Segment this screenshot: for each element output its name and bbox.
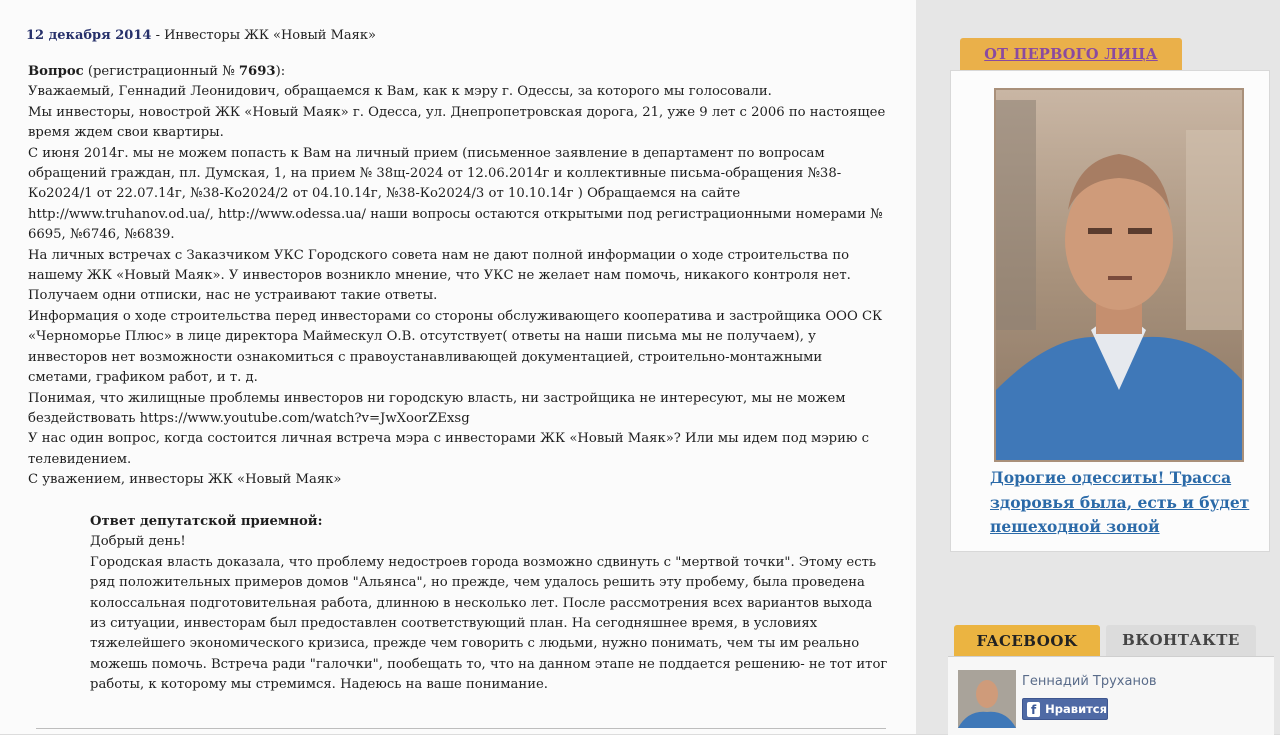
avatar[interactable] (958, 670, 1016, 728)
question-paragraph: С уважением, инвесторы ЖК «Новый Маяк» (28, 472, 342, 488)
question-paragraph: На личных встречах с Заказчиком УКС Городского совета нам не дают полной информации о ходе строительства по нашему ЖК «Новый Маяк». У инвесторов возникло мнение, что УКС не желает нам помочь, никакого контроля нет. Получаем одни отписки, нас не устраивают такие ответы. (28, 247, 851, 304)
answer-heading: Ответ депутатской приемной: (90, 514, 323, 529)
question-reg-suffix: ): (275, 64, 286, 79)
question-paragraph: Понимая, что жилищные проблемы инвесторов ни городскую власть, ни застройщика не интересуют, мы не можем бездействовать https://www.youtube.com/watch?v=JwXoorZExsg (28, 390, 846, 426)
fb-page-name[interactable]: Геннадий Труханов (1022, 674, 1157, 689)
article-header (26, 28, 376, 43)
article-date: 12 декабря 2014 (26, 28, 152, 43)
like-label: Нравится (1045, 702, 1107, 716)
question-paragraph: У нас один вопрос, когда состоится личная встреча мэра с инвесторами ЖК «Новый Маяк»? Или мы идем под мэрию с телевидением. (28, 431, 869, 467)
like-button[interactable] (1022, 698, 1108, 720)
facebook-icon: f (1027, 702, 1040, 717)
question-paragraph: Информация о ходе строительства перед инвесторами со стороны обслуживающего кооператива и застройщика ООО СК «Черноморье Плюс» в лице директора Маймескул О.В. отсутствует( ответы на наши письма мы не получаем), у инвесторов нет возможности ознакомиться с правоустанавливающей документацией, строительно-монтажными сметами, графиком работ, и т. д. (28, 308, 883, 386)
question-reg-prefix: (регистрационный № (83, 64, 239, 79)
tab-facebook[interactable]: FACEBOOK (954, 625, 1100, 657)
question-paragraph: С июня 2014г. мы не можем попасть к Вам на личный прием (письменное заявление в департамент по вопросам обращений граждан, пл. Думская, 1, на прием № 38щ-2024 от 12.06.2014г и коллективные письма-обращения №38-Ко2024/1 от 22.07.14г, №38-Ко2024/2 от 04.10.14г, №38-Ко2024/3 от 10.10.14г ) Обращаемся на сайте http://www.truhanov.od.ua/, http://www.odessa.ua/ наши вопросы остаются открытыми под регистрационными номерами № 6695, №6746, №6839. (28, 145, 883, 243)
question-reg-number: 7693 (238, 64, 276, 79)
tab-first-person[interactable] (960, 38, 1182, 70)
portrait-photo-icon (996, 90, 1242, 460)
answer-paragraph: Добрый день! (90, 534, 186, 550)
answer-paragraph: Городская власть доказала, что проблему недостроев города возможно сдвинуть с "мертвой точки". Этому есть ряд положительных примеров домов "Альянса", но прежде, чем удалось решить эту пробему, была проведена колоссальная подготовительная работа, длинною в несколько лет. После рассмотрения всех вариантов выхода из ситуации, инвесторам был предоставлен соответствующий план. На сегодняшнее время, в условиях тяжелейшего экономического кризиса, прежде чем говорить с людьми, нужно понимать, чем ты им реально можешь помочь. Встреча ради "галочки", пообещать то, что на данном этапе не поддается решению- не тот итог работы, к которому мы стремимся. Надеюсь на ваше понимание. (90, 554, 888, 693)
portrait-photo[interactable] (994, 88, 1244, 462)
content-divider (36, 728, 886, 729)
question-paragraph: Мы инвесторы, новострой ЖК «Новый Маяк» г. Одесса, ул. Днепропетровская дорога, 21, уже 9 лет с 2006 по настоящее время ждем свои квартиры. (28, 104, 886, 141)
question-heading (28, 62, 888, 82)
photo-caption-link[interactable]: Дорогие одесситы! Трасса здоровья была, есть и будет пешеходной зоной (990, 468, 1250, 537)
answer-block (90, 512, 890, 696)
question-label: Вопрос (28, 64, 84, 79)
tab-first-person-label: ОТ ПЕРВОГО ЛИЦА (984, 46, 1158, 63)
question-block (28, 62, 888, 491)
tab-vkontakte[interactable]: ВКОНТАКТЕ (1106, 625, 1256, 657)
question-paragraph: Уважаемый, Геннадий Леонидович, обращаемся к Вам, как к мэру г. Одессы, за которого мы голосовали. (28, 84, 772, 100)
avatar-icon (958, 670, 1016, 728)
article-title: - Инвесторы ЖК «Новый Маяк» (151, 28, 376, 43)
